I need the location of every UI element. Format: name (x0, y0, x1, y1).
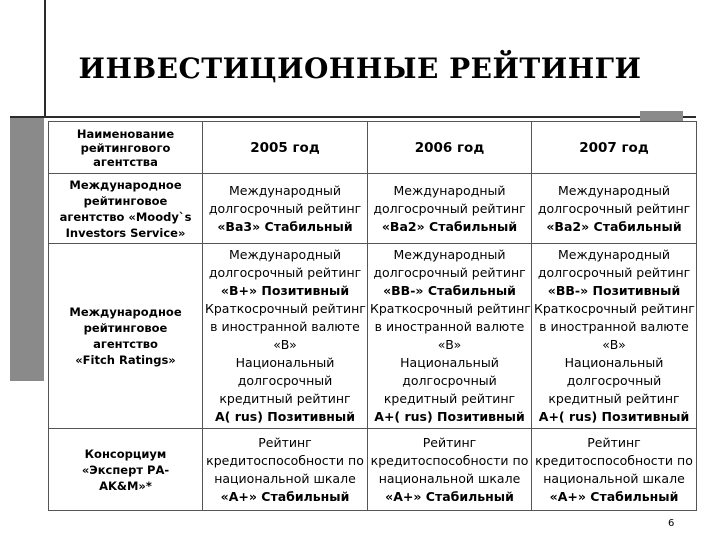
header-year-2007: 2007 год (532, 122, 697, 174)
rating-cell: Рейтинг кредитоспособности по национальной шкале «A+» Стабильный (532, 429, 697, 511)
rating-cell: Международный долгосрочный рейтинг «Ba3» Стабильный (203, 174, 368, 244)
agency-name-cell: Международное рейтинговое агентство «Moody`s Investors Service» (49, 174, 203, 244)
rating-cell: Международный долгосрочный рейтинг «BB-» Позитивный Краткосрочный рейтинг в иностранной валюте «B» Национальный долгосрочный кредитный рейтинг A+( rus) Позитивный (532, 244, 697, 429)
rating-cell: Международный долгосрочный рейтинг «B+» Позитивный Краткосрочный рейтинг в иностранной валюте «B» Национальный долгосрочный кредитный рейтинг A( rus) Позитивный (203, 244, 368, 429)
slide-title: ИНВЕСТИЦИОННЫЕ РЕЙТИНГИ (78, 52, 642, 85)
rating-cell: Международный долгосрочный рейтинг «Ba2» Стабильный (368, 174, 532, 244)
header-year-2005: 2005 год (203, 122, 368, 174)
rating-cell: Рейтинг кредитоспособности по национальной шкале «A+» Стабильный (368, 429, 532, 511)
page-number: 6 (668, 518, 675, 529)
header-year-2006: 2006 год (368, 122, 532, 174)
header-agency-name: Наименование рейтингового агентства (49, 122, 203, 174)
rating-cell: Рейтинг кредитоспособности по национальной шкале «A+» Стабильный (203, 429, 368, 511)
table-header-row (49, 122, 697, 174)
rating-cell: Международный долгосрочный рейтинг «Ba2» Стабильный (532, 174, 697, 244)
rating-cell: Международный долгосрочный рейтинг «BB-» Стабильный Краткосрочный рейтинг в иностранной валюте «B» Национальный долгосрочный кредитный рейтинг A+( rus) Позитивный (368, 244, 532, 429)
agency-name-cell: Международное рейтинговое агентство «Fitch Ratings» (49, 244, 203, 429)
agency-name-cell: Консорциум «Эксперт РА- AK&M»* (49, 429, 203, 511)
decor-gray-bar (10, 117, 44, 381)
decor-horizontal-line (10, 116, 696, 118)
table-row (49, 174, 697, 244)
table-row (49, 429, 697, 511)
ratings-table (48, 121, 697, 511)
table-row (49, 244, 697, 429)
